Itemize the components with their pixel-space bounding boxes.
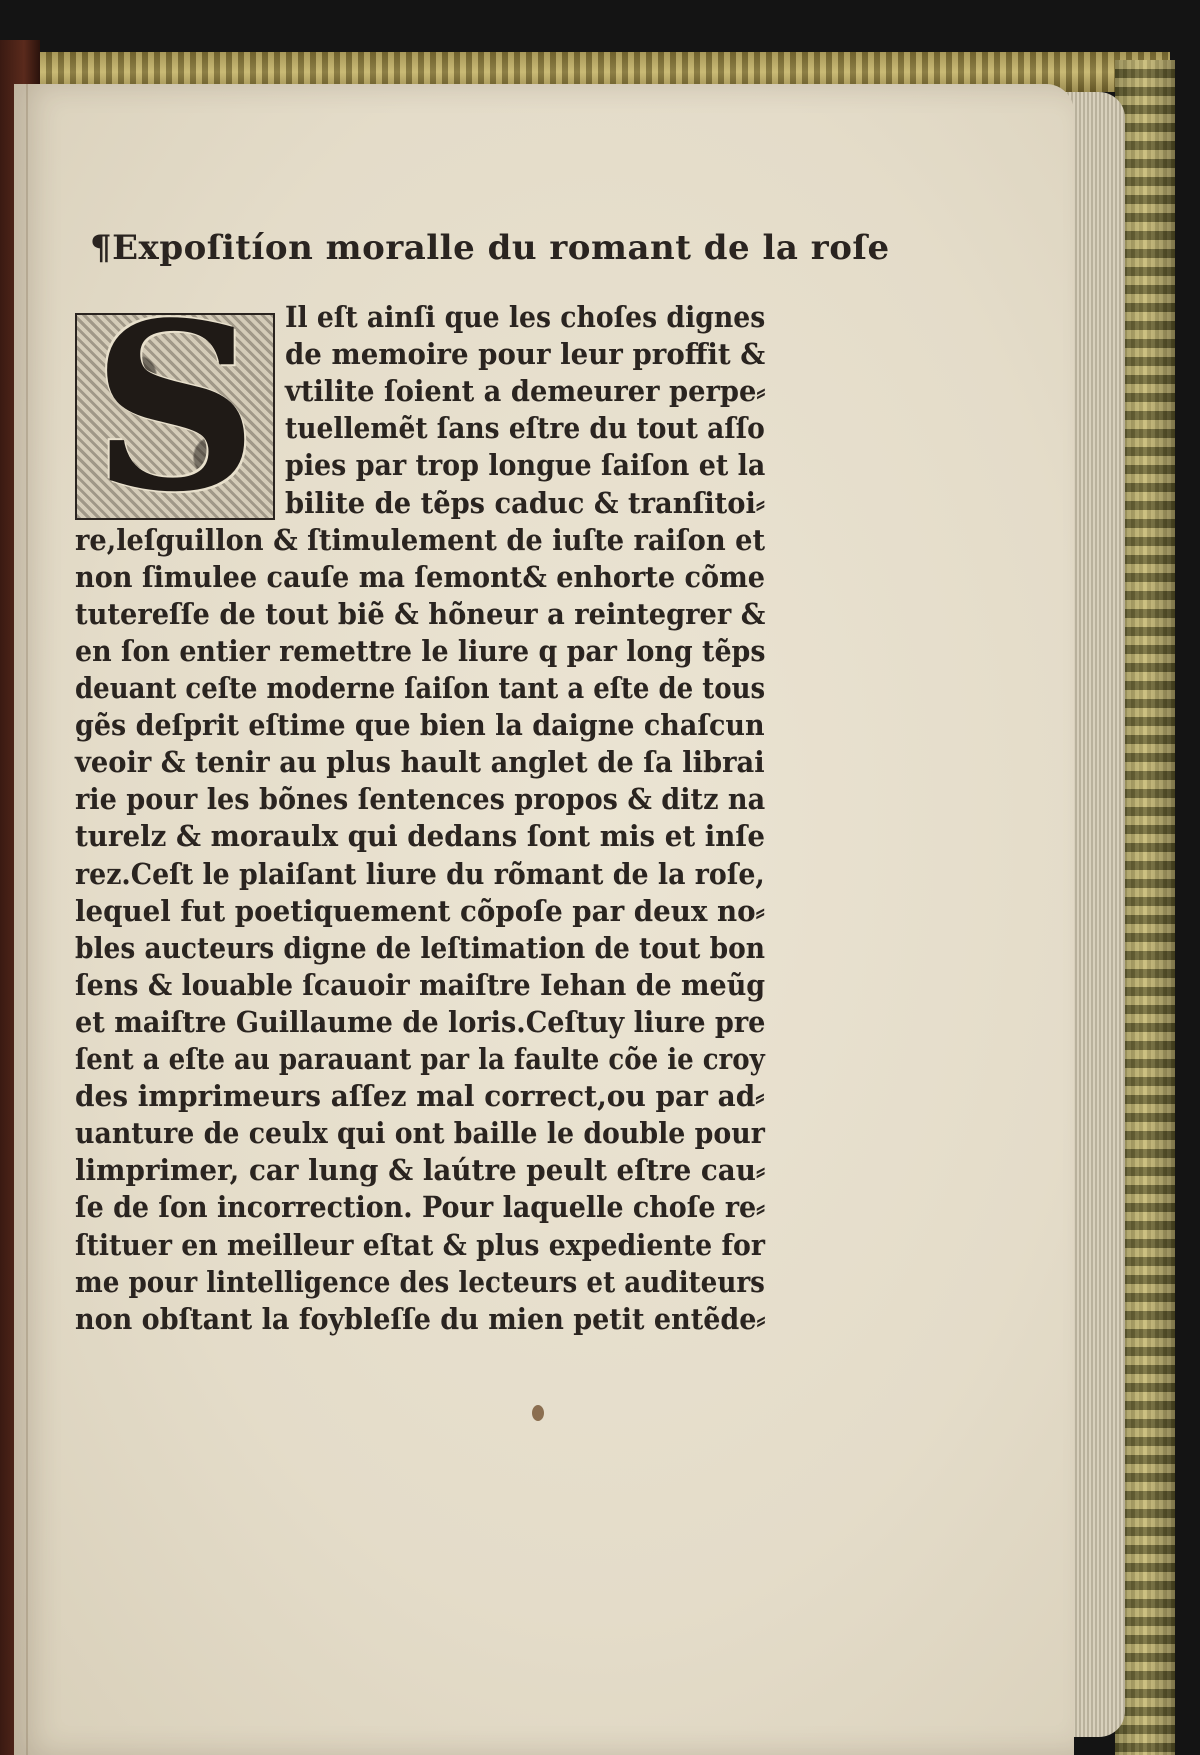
text-line: tutereſſe de tout biẽ & hõneur a reintegrer & <box>75 596 766 631</box>
text-line: pies par trop longue ſaiſon et la <box>285 448 766 483</box>
text-line: vtilite ſoient a demeurer perpe⸗ <box>285 374 766 409</box>
text-line: non ſimulee cauſe ma ſemont& enhorte cõme <box>75 559 766 594</box>
text-line: ſe de ſon incorrection. Pour laquelle choſe re⸗ <box>75 1190 766 1225</box>
text-line: bles aucteurs digne de leſtimation de tout bon <box>75 930 765 965</box>
text-line: Il eſt ainſi que les choſes dignes <box>285 300 766 334</box>
text-line: non obſtant la foybleſſe du mien petit entẽde⸗ <box>75 1301 766 1336</box>
page-heading: ¶Expoſitíon moralle du romant de la roſe <box>90 228 890 268</box>
text-line: gẽs deſprit eſtime que bien la daigne chaſcun <box>75 708 765 743</box>
text-line: de memoire pour leur proffit & <box>285 337 766 372</box>
text-line: en ſon entier remettre le liure q par long tẽps <box>75 633 766 668</box>
text-line: re,leſguillon & ſtimulement de iuſte raiſon et <box>75 522 766 557</box>
text-line: ſtituer en meilleur eſtat & plus expediente for <box>75 1227 765 1262</box>
decorated-initial <box>75 313 275 520</box>
text-line: veoir & tenir au plus hault anglet de ſa librai <box>75 745 765 780</box>
text-line: uanture de ceulx qui ont baille le double pour <box>75 1116 765 1151</box>
gutter <box>26 84 28 1755</box>
text-line: bilite de tẽps caduc & tranſitoi⸗ <box>285 485 765 520</box>
text-line: ſens & louable ſcauoir maiſtre Iehan de meũg <box>75 967 766 1002</box>
page-stain <box>532 1405 544 1421</box>
text-line: rez.Ceſt le plaiſant liure du rõmant de la roſe, <box>75 856 765 891</box>
text-line: lequel fut poetiquement cõpoſe par deux no⸗ <box>75 893 765 928</box>
text-line: limprimer, car lung & laútre peult eſtre cau⸗ <box>75 1153 766 1188</box>
text-line: tuellemẽt ſans eſtre du tout aſſo <box>285 411 765 446</box>
text-line: rie pour les bõnes ſentences propos & ditz na <box>75 782 766 817</box>
text-line: deuant ceſte moderne ſaiſon tant a eſte de tous <box>75 671 766 705</box>
text-line: turelz & moraulx qui dedans ſont mis et inſe <box>75 819 765 854</box>
text-line: des imprimeurs aſſez mal correct,ou par ad⸗ <box>75 1079 765 1114</box>
initial-letter: S <box>91 313 259 520</box>
text-line: et maiſtre Guillaume de loris.Ceſtuy liure pre <box>75 1004 766 1039</box>
text-line: ſent a eſte au parauant par la faulte cõe ie croy <box>75 1042 765 1076</box>
text-line: me pour lintelligence des lecteurs et auditeurs <box>75 1264 765 1299</box>
